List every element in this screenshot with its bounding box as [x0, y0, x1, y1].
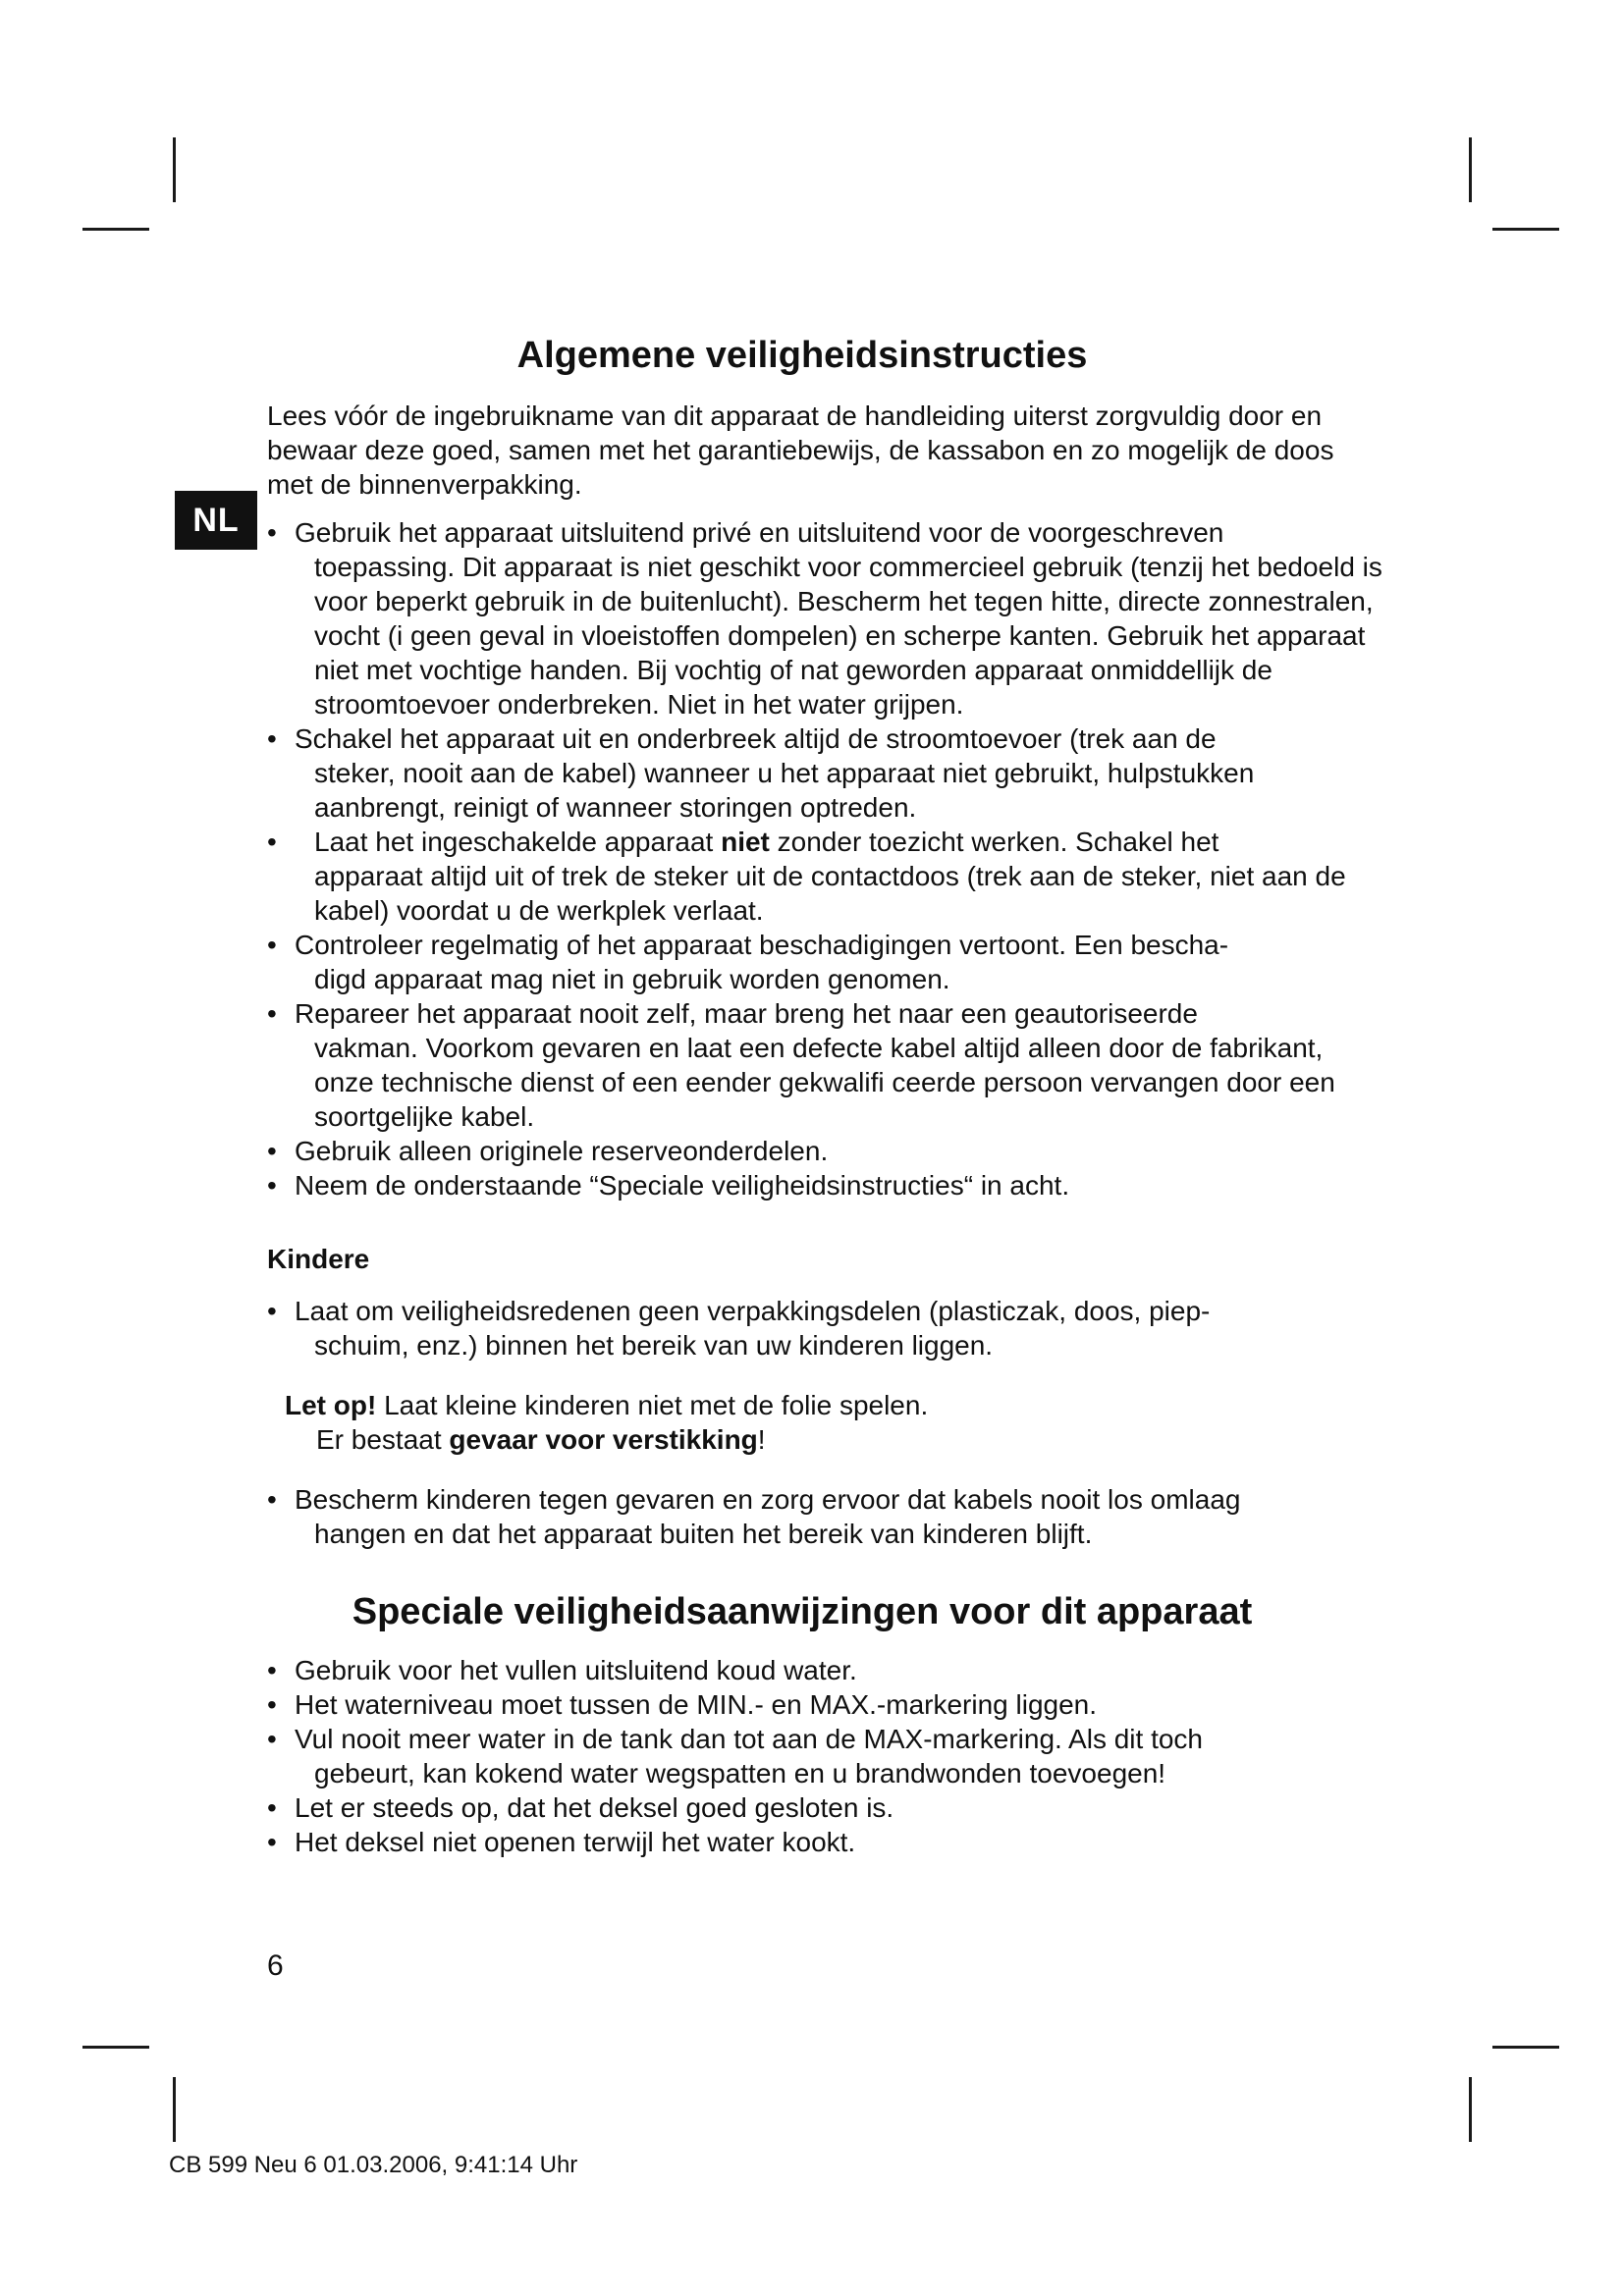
crop-mark	[1492, 228, 1559, 231]
page-content	[267, 334, 1396, 1859]
crop-mark	[1492, 2046, 1559, 2049]
crop-mark	[82, 2046, 149, 2049]
language-badge: NL	[175, 491, 257, 550]
page-number: 6	[267, 1949, 284, 1982]
list-item: • Het deksel niet openen terwijl het water kookt.	[267, 1825, 1386, 1859]
warning-note: Let op! Laat kleine kinderen niet met de folie spelen. Er bestaat gevaar voor verstikking!	[285, 1390, 929, 1455]
list-item: • Bescherm kinderen tegen gevaren en zorg ervoor dat kabels nooit los omlaag hangen en dat het apparaat buiten het bereik van kinderen blijft.	[267, 1482, 1386, 1551]
list-item: • Laat om veiligheidsredenen geen verpakkingsdelen (plasticzak, doos, piep- schuim, enz.) binnen het bereik van uw kinderen liggen.	[267, 1294, 1386, 1362]
crop-mark	[1469, 137, 1472, 202]
list-item: • Vul nooit meer water in de tank dan tot aan de MAX-markering. Als dit toch gebeurt, kan kokend water wegspatten en u brandwonden toevoegen!	[267, 1722, 1386, 1790]
list-item: • Let er steeds op, dat het deksel goed gesloten is.	[267, 1790, 1386, 1825]
crop-mark	[82, 228, 149, 231]
intro-paragraph: Lees vóór de ingebruikname van dit apparaat de handleiding uiterst zorgvuldig door en bewaar deze goed, samen met het garantiebewijs, de kassabon en zo mogelijk de doos met de binnenverpakking.	[267, 400, 1334, 500]
list-item: • Repareer het apparaat nooit zelf, maar breng het naar een geautoriseerde vakman. Voorkom gevaren en laat een defecte kabel altijd alleen door de fabrikant, onze technische dienst of een eender gekwalifi ceerde persoon vervangen door een soortgelijke kabel.	[267, 996, 1386, 1134]
section-title-general-safety: Algemene veiligheidsinstructies	[516, 335, 1088, 376]
print-footer: CB 599 Neu 6 01.03.2006, 9:41:14 Uhr	[169, 2152, 578, 2178]
children-list-2	[267, 1482, 1386, 1551]
list-item: • Gebruik alleen originele reserveonderdelen.	[267, 1134, 1386, 1168]
list-item: • Gebruik voor het vullen uitsluitend koud water.	[267, 1653, 1386, 1687]
crop-mark	[1469, 2077, 1472, 2142]
list-item: • Controleer regelmatig of het apparaat beschadigingen vertoont. Een bescha- digd apparaat mag niet in gebruik worden genomen.	[267, 928, 1386, 996]
crop-mark	[173, 2077, 176, 2142]
list-item: • Schakel het apparaat uit en onderbreek altijd de stroomtoevoer (trek aan de steker, nooit aan de kabel) wanneer u het apparaat niet gebruikt, hulpstukken aanbrengt, reinigt of wanneer storingen optreden.	[267, 721, 1386, 825]
general-safety-list	[267, 515, 1386, 1202]
section-title-special-safety: Speciale veiligheidsaanwijzingen voor dit apparaat	[352, 1591, 1253, 1632]
list-item: • Neem de onderstaande “Speciale veiligheidsinstructies“ in acht.	[267, 1168, 1386, 1202]
list-item: • Laat het ingeschakelde apparaat niet zonder toezicht werken. Schakel het apparaat altijd uit of trek de steker uit de contactdoos (trek aan de steker, niet aan de kabel) voordat u de werkplek verlaat.	[267, 825, 1386, 928]
crop-mark	[173, 137, 176, 202]
children-list	[267, 1294, 1386, 1362]
special-safety-list	[267, 1653, 1386, 1859]
subheading-children: Kindere	[267, 1244, 370, 1274]
list-item: • Het waterniveau moet tussen de MIN.- en MAX.-markering liggen.	[267, 1687, 1386, 1722]
list-item: • Gebruik het apparaat uitsluitend privé en uitsluitend voor de voorgeschreven toepassing. Dit apparaat is niet geschikt voor commercieel gebruik (tenzij het bedoeld is voor beperkt gebruik in de buitenlucht). Bescherm het tegen hitte, directe zonnestralen, vocht (i geen geval in vloeistoffen dompelen) en scherpe kanten. Gebruik het apparaat niet met vochtige handen. Bij vochtig of nat geworden apparaat onmiddellijk de stroomtoevoer onderbreken. Niet in het water grijpen.	[267, 515, 1386, 721]
